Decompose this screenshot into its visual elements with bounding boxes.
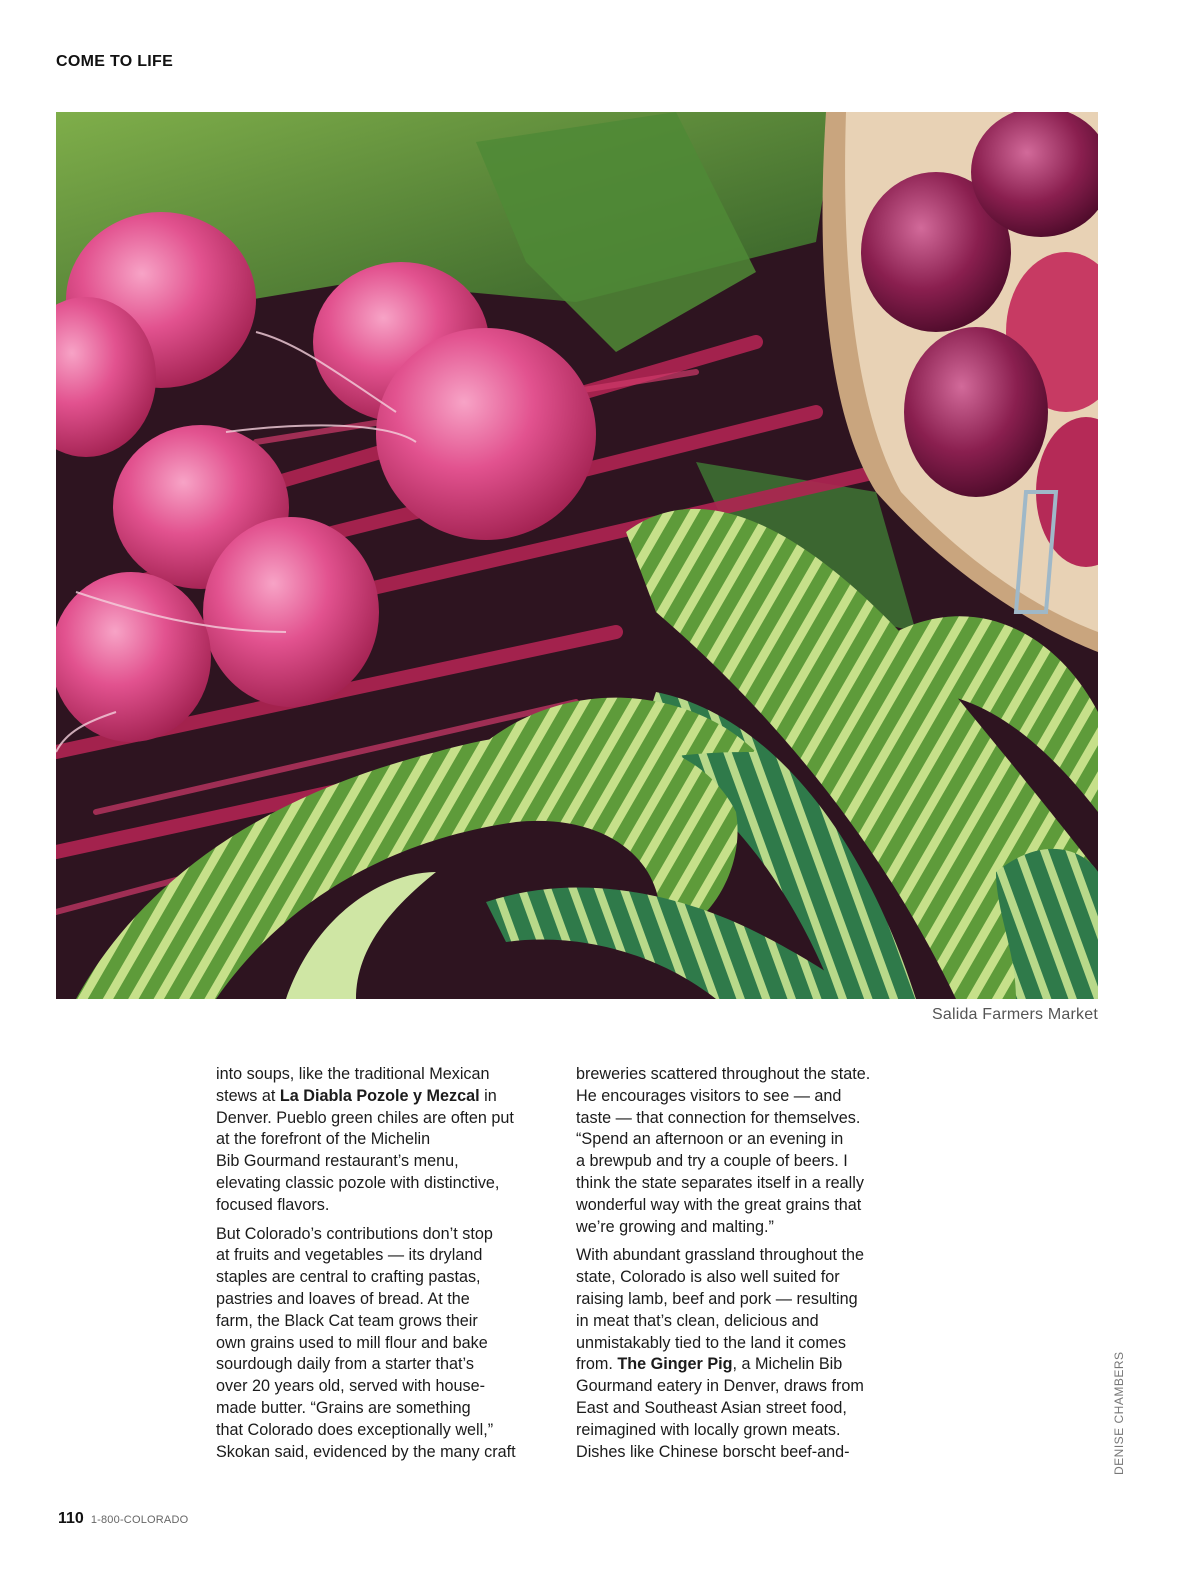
text-line: Bib Gourmand restaurant’s menu, [216,1152,459,1171]
page-number: 110 [58,1510,84,1527]
text-line: think the state separates itself in a really [576,1173,864,1192]
text-line: raising lamb, beef and pork — resulting [576,1289,858,1308]
text-line: Skokan said, evidenced by the many craft [216,1442,516,1461]
text-line: own grains used to mill flour and bake [216,1333,488,1352]
paragraph [216,1064,548,1217]
phone-number: 1-800-COLORADO [90,1514,189,1526]
text-line: over 20 years old, served with house- [216,1377,486,1396]
text-line: Gourmand eatery in Denver, draws from [576,1377,864,1396]
text-line: staples are central to crafting pastas, [216,1268,481,1287]
paragraph [576,1064,908,1238]
restaurant-name-la-diabla: La Diabla Pozole y Mezcal [279,1086,480,1105]
text-line: breweries scattered throughout the state. [576,1065,871,1083]
text-line: focused flavors. [216,1195,330,1214]
text-line: made butter. “Grains are something [216,1398,471,1417]
text-line: He encourages visitors to see — and [576,1086,842,1105]
text-line: pastries and loaves of bread. At the [216,1289,470,1308]
text-line: we’re growing and malting.” [576,1217,774,1236]
page-footer [58,1510,188,1528]
text-line: East and Southeast Asian street food, [576,1398,847,1417]
photo-caption: Salida Farmers Market [931,1006,1098,1023]
section-label: COME TO LIFE [56,53,174,70]
text-line: unmistakably tied to the land it comes [576,1333,846,1352]
text-line: from. The Ginger Pig, a Michelin Bib [576,1355,843,1374]
text-line: into soups, like the traditional Mexican [216,1065,490,1083]
text-line: reimagined with locally grown meats. [576,1420,841,1439]
paragraph [576,1245,908,1463]
vegetables-photo [56,112,1098,999]
text-line: a brewpub and try a couple of beers. I [576,1152,848,1171]
text-line: sourdough daily from a starter that’s [216,1355,474,1374]
text-line: that Colorado does exceptionally well,” [216,1420,494,1439]
text-line: at the forefront of the Michelin [216,1130,431,1149]
text-line: at fruits and vegetables — its dryland [216,1246,483,1265]
text-line: state, Colorado is also well suited for [576,1268,840,1287]
text-line: Dishes like Chinese borscht beef-and- [576,1442,850,1461]
paragraph [216,1224,548,1464]
text-line: elevating classic pozole with distinctive, [216,1173,500,1192]
text-line: stews at La Diabla Pozole y Mezcal in [216,1086,497,1105]
text-line: Denver. Pueblo green chiles are often put [216,1108,514,1127]
text-line: But Colorado’s contributions don’t stop [216,1224,493,1243]
text-line: in meat that’s clean, delicious and [576,1311,819,1330]
text-line: wonderful way with the great grains that [576,1195,862,1214]
restaurant-name-ginger-pig: The Ginger Pig [617,1355,733,1374]
text-line: farm, the Black Cat team grows their [216,1311,478,1330]
photo-credit: DENISE CHAMBERS [1112,1351,1126,1475]
article-column-left [216,1064,548,1470]
text-line: With abundant grassland throughout the [576,1246,864,1265]
text-line: taste — that connection for themselves. [576,1108,861,1127]
text-line: “Spend an afternoon or an evening in [576,1130,844,1149]
article-column-right [576,1064,908,1470]
